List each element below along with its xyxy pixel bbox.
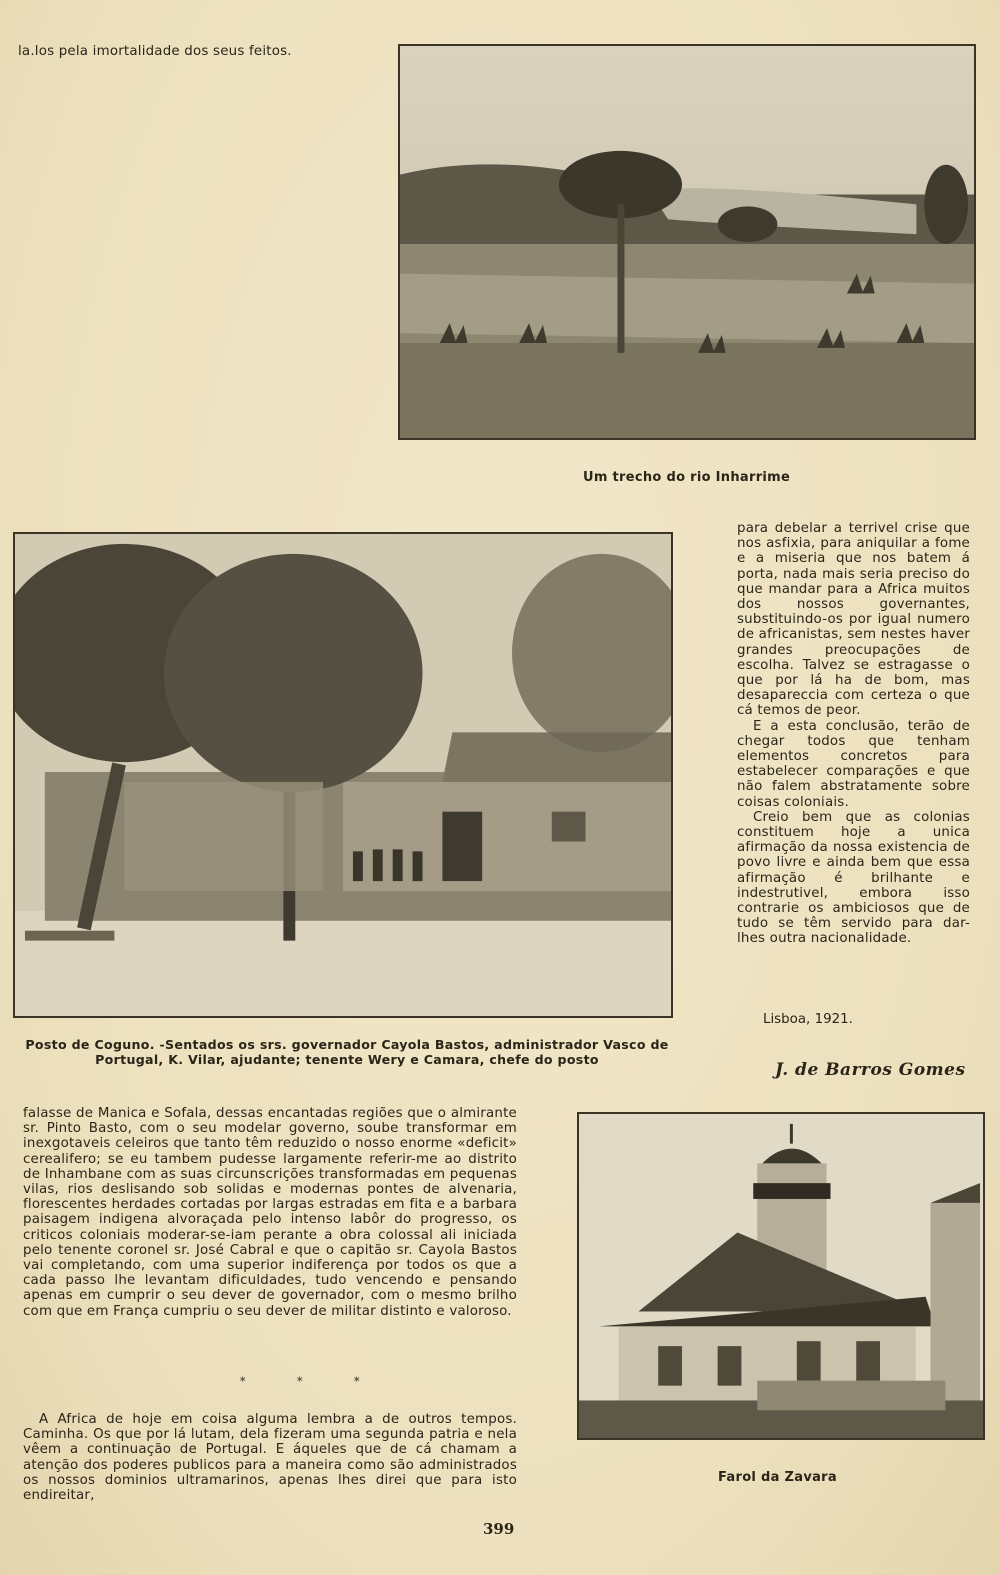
article-column-bottom-left <box>23 1106 517 1319</box>
lighthouse-photo-caption: Farol da Zavara <box>718 1470 837 1485</box>
article-paragraph: A Africa de hoje em coisa alguma lembra a de outros tempos. Caminha. Os que por lá lutam, dela fizeram uma segunda patria e nela vêem a continuação de Portugal. E áqueles que de cá chamam a atenção dos poderes publicos para a maneira como são administrados os nossos dominios ultramarinos, apenas lhes direi que para isto endireitar, <box>23 1412 517 1504</box>
article-paragraph: la.los pela imortalidade dos seus feitos. <box>18 44 292 59</box>
article-paragraph: falasse de Manica e Sofala, dessas encantadas regiões que o almirante sr. Pinto Basto, com o seu modelar governo, soube transformar em inexgotaveis celeiros que tanto têm reduzido o nosso enorme «deficit» cerealifero; se eu tambem pudesse largamente referir-me ao distrito de Inhambane com as suas circunscrições transformadas em pequenas vilas, rios deslisando sob solidas e modernas pontes de alvenaria, florescentes herdades cortadas por largas estradas em fita e a barbara paisagem indigena alvoraçada pelo intenso labôr do progresso, os criticos coloniais moderar-se-iam perante a obra colossal ali iniciada pelo tenente coronel sr. José Cabral e que o capitão sr. Cayola Bastos vai completando, com uma superior indiferença por todos os que a cada passo lhe levantam dificuldades, tudo vencendo e pensando apenas em cumprir o seu dever de governador, com o mesmo brilho com que em França cumpriu o seu dever de militar distinto e valoroso. <box>23 1106 517 1319</box>
river-photo <box>398 44 976 440</box>
post-photo-caption: Posto de Coguno. -Sentados os srs. governador Cayola Bastos, administrador Vasco de Portugal, K. Vilar, ajudante; tenente Wery e Camara, chefe do posto <box>25 1037 669 1067</box>
place-date: Lisboa, 1921. <box>763 1012 853 1027</box>
author-signature: J. de Barros Gomes <box>775 1060 966 1080</box>
article-column-top-left <box>18 44 336 59</box>
article-paragraph: E a esta conclusão, terão de chegar todos que tenham elementos concretos para estabelecer comparações e que não falem abstratamente sobre coisas coloniais. <box>737 718 970 810</box>
article-paragraph: Creio bem que as colonias constituem hoje a unica afirmação da nossa existencia de povo livre e ainda bem que essa afirmação é brilhante e indestrutivel, embora isso contrarie os ambiciosos que de tudo se têm servido para dar-lhes outra nacionalidade. <box>737 809 970 947</box>
page-number: 399 <box>483 1520 515 1538</box>
section-break: * * * <box>240 1375 384 1388</box>
river-photo-caption: Um trecho do rio Inharrime <box>583 470 791 485</box>
article-column-right <box>737 521 970 947</box>
post-photo <box>13 532 673 1018</box>
article-paragraph: para debelar a terrivel crise que nos asfixia, para aniquilar a fome e a miseria que nos batem á porta, nada mais seria preciso do que mandar para a Africa muitos dos nossos governantes, substituindo-os por igual numero de africanistas, sem nestes haver grandes preocupações de escolha. Talvez se estragasse o que por lá ha de bom, mas desapareccia com certeza o que cá temos de peor. <box>737 521 970 719</box>
lighthouse-photo <box>577 1112 985 1440</box>
article-column-bottom-left-2 <box>23 1412 517 1503</box>
